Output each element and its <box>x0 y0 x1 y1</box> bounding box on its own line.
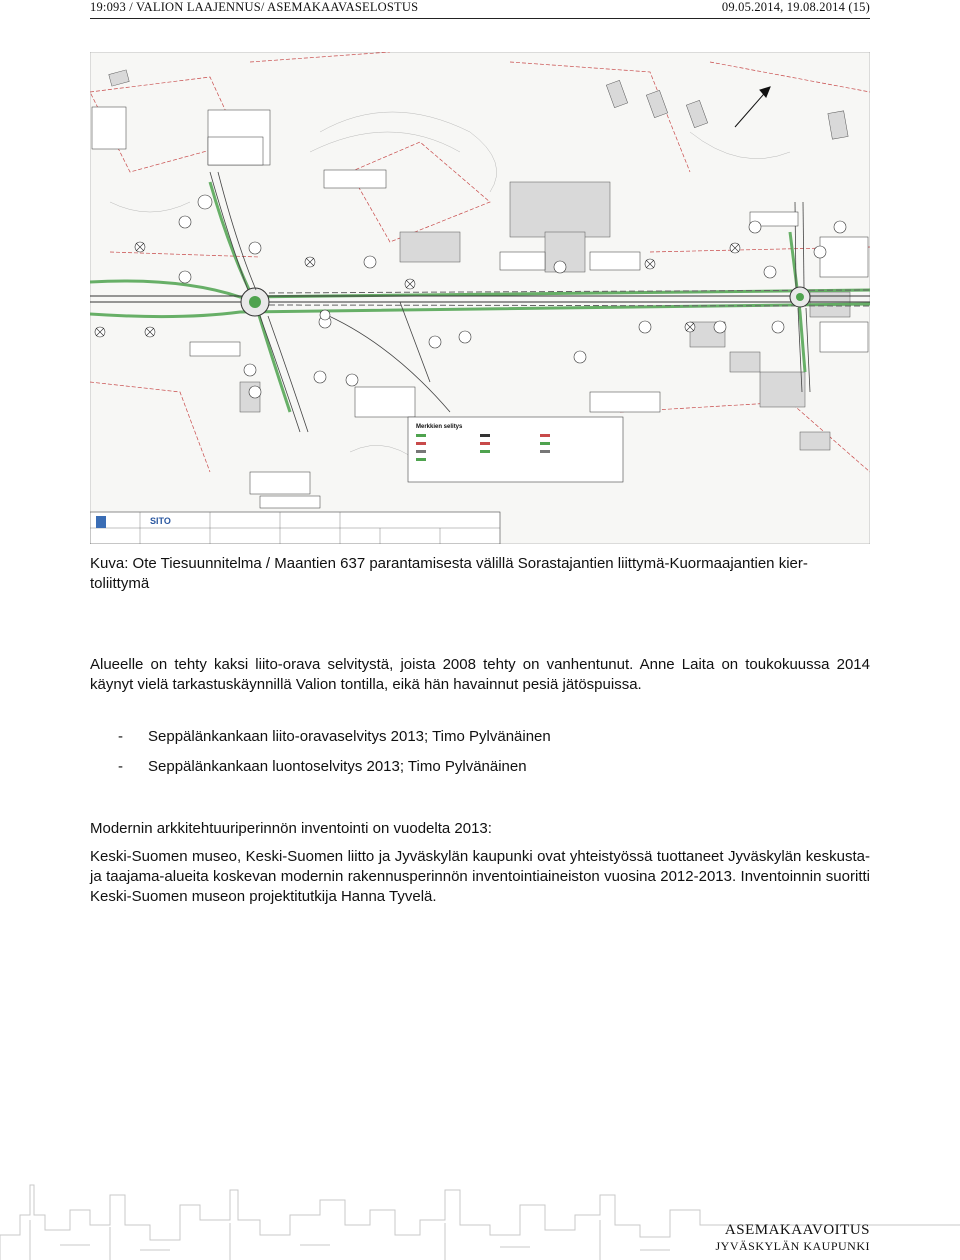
map-logo: SITO <box>150 516 171 526</box>
bullet-text: Seppälänkankaan liito-oravaselvitys 2013; Timo Pylvänäinen <box>148 728 551 745</box>
page-header <box>90 0 870 19</box>
figure-caption <box>90 554 870 594</box>
footer-city: JYVÄSKYLÄN KAUPUNKI <box>715 1239 870 1253</box>
bullet-marker: - <box>118 758 123 775</box>
header-title: 19:093 / VALION LAAJENNUS/ ASEMAKAAVASELOSTUS <box>90 0 419 14</box>
page-footer <box>715 1222 870 1254</box>
paragraph-surveys: Alueelle on tehty kaksi liito-orava selvitystä, joista 2008 tehty on vanhentunut. Anne Laita on toukokuussa 2014 käynyt vielä tarkastuskäynnillä Valion tontilla, eikä hän havainnut pesiä jätöspuissa. <box>90 656 870 693</box>
road-plan-map <box>90 52 870 544</box>
bullet-item <box>118 727 551 747</box>
caption-line-1: Kuva: Ote Tiesuunnitelma / Maantien 637 parantamisesta välillä Sorastajantien liittymä-Kuormaajantien kier- <box>90 555 808 572</box>
paragraph-inventory-intro: Modernin arkkitehtuuriperinnön inventointi on vuodelta 2013: <box>90 820 492 837</box>
footer-department: ASEMAKAAVOITUS <box>724 1222 870 1238</box>
bullet-marker: - <box>118 728 123 745</box>
bullet-item <box>118 757 527 777</box>
header-date-page: 09.05.2014, 19.08.2014 (15) <box>721 0 870 14</box>
bullet-text: Seppälänkankaan luontoselvitys 2013; Timo Pylvänäinen <box>148 758 527 775</box>
map-legend-title: Merkkien selitys <box>416 424 463 430</box>
paragraph-inventory: Keski-Suomen museo, Keski-Suomen liitto ja Jyväskylän kaupunki ovat yhteistyössä tuottaneet Jyväskylän keskusta- ja taajama-alueita koskevan modernin rakennusperinnön inventointiaineiston vuosina 2012-2013. Inventoinnin suoritti Keski-Suomen museon projektitutkija Hanna Tyvelä. <box>90 848 870 905</box>
caption-line-2: toliittymä <box>90 575 150 592</box>
